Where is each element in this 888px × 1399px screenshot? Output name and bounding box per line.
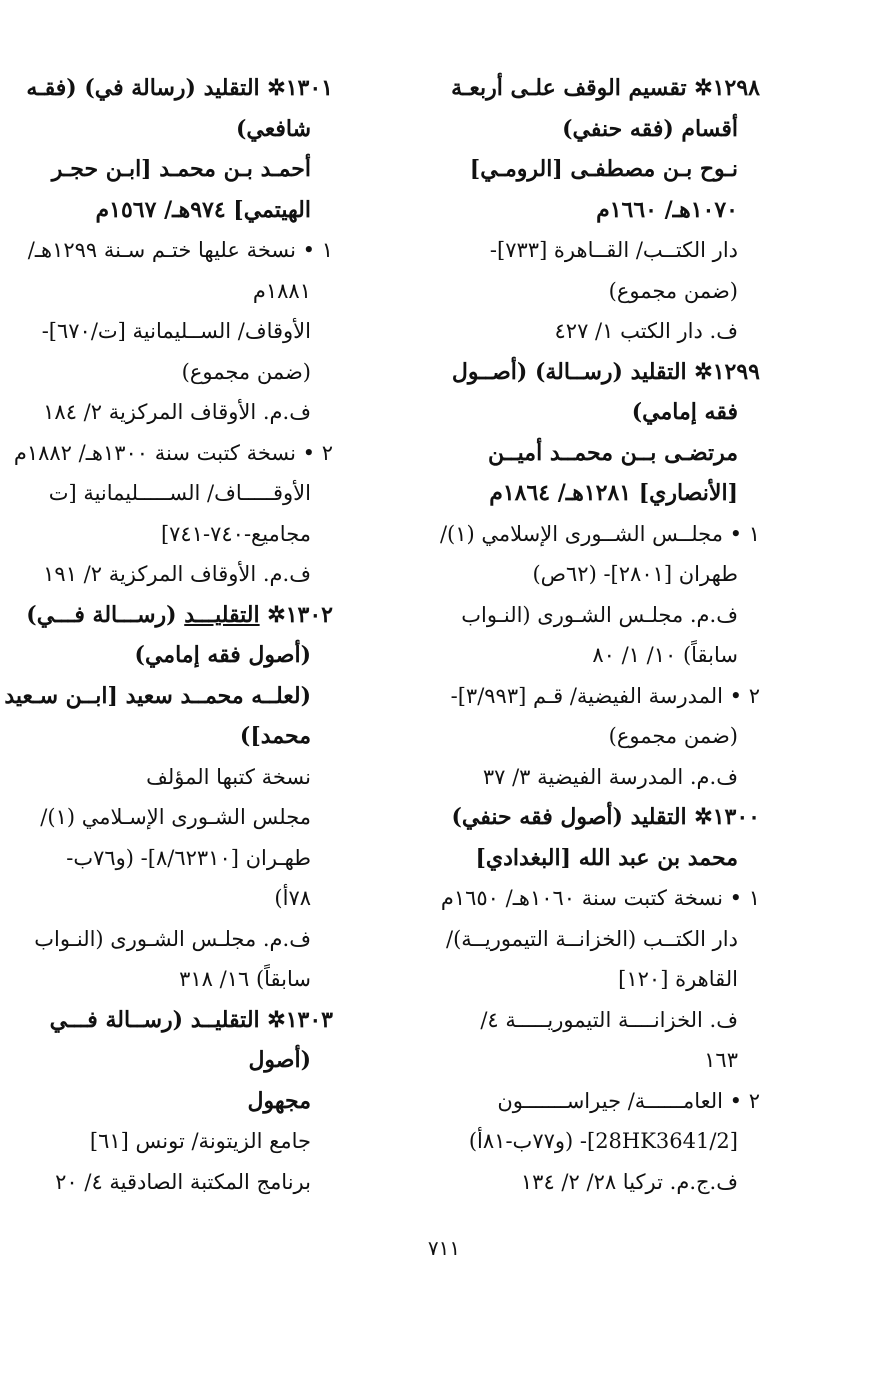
entry-heading xyxy=(18,595,333,636)
entry-heading-cont: (أصول xyxy=(248,1047,311,1073)
entry-author-date: [الأنصاري] ١٢٨١هـ/ ١٨٦٤م xyxy=(489,480,738,506)
entry-1303 xyxy=(18,1000,333,1203)
entry-location: دار الكتــب/ القــاهرة [٧٣٣]- xyxy=(489,238,738,262)
entry-heading-cont: فقه إمامي) xyxy=(631,399,738,425)
entry-1302 xyxy=(4,595,333,1000)
entry-author: مرتضـى بــن محمــد أميــن xyxy=(488,439,738,466)
entry-location-cont-2: ٧٨أ) xyxy=(274,886,311,910)
copy-1-location: الأوقاف/ الســليمانية [ت/٦٧٠]- xyxy=(41,319,311,343)
entry-author-date: الهيتمي] ٩٧٤هـ/ ١٥٦٧م xyxy=(95,196,311,223)
entry-heading: ١٢٩٨✲ تقسيم الوقف علـى أربعـة xyxy=(451,75,760,101)
entry-1301 xyxy=(13,68,333,595)
entry-heading: ١٣٠٣✲ التقليــد (رســالة فـــي xyxy=(49,1006,333,1033)
entry-heading: ١٣٠٠✲ التقليد (أصول فقه حنفي) xyxy=(451,804,760,830)
entry-author-date: ١٠٧٠هـ/ ١٦٦٠م xyxy=(596,196,738,223)
copy-1-reference: ف. الخزانــــة التيموريـــــة ٤/ xyxy=(480,1007,738,1032)
copy-2-note: ٢ • نسخة كتبت سنة ١٣٠٠هـ/ ١٨٨٢م xyxy=(13,440,333,465)
entry-heading: ١٢٩٩✲ التقليد (رســالة) (أصــول xyxy=(451,358,760,385)
copy-1-note: ١ • نسخة عليها ختـم سـنة ١٢٩٩هـ/ xyxy=(27,238,333,262)
copy-1-reference: ف.م. مجلـس الشـورى (النـواب xyxy=(461,602,738,627)
entry-heading-cont: (أصول فقه إمامي) xyxy=(134,642,311,668)
copy-2-reference: ف.ج.م. تركيا ٢٨/ ٢/ ١٣٤ xyxy=(520,1169,738,1194)
entry-title-rest: (رســـالة فـــي) xyxy=(26,601,177,628)
entry-author: نـوح بـن مصطفـى [الرومـي] xyxy=(469,156,738,182)
entry-author: (لعلــه محمــد سعيد [ابــن سـعيد xyxy=(4,682,311,709)
copy-1-location-cont: طهران [٢٨٠١]- (٦٢ص) xyxy=(532,562,738,586)
page-number: ٧١١ xyxy=(427,1236,461,1260)
copy-1-reference-cont: ١٦٣ xyxy=(704,1048,738,1072)
entry-location: جامع الزيتونة/ تونس [٦١] xyxy=(89,1129,311,1153)
entry-location: مجلس الشـورى الإسـلامي (١)/ xyxy=(40,805,311,829)
copy-1-note-cont: ١٨٨١م xyxy=(252,278,311,303)
entry-author: مجهول xyxy=(247,1087,311,1114)
entry-1298 xyxy=(422,68,760,352)
copy-2-shelfmark: [28HK3641/2]- (و٧٧ب-٨١أ) xyxy=(468,1129,738,1153)
entry-heading-cont: شافعي) xyxy=(235,115,311,142)
entry-title: التقليـــد xyxy=(184,601,260,628)
copy-2-location: ٢ • العامــــــة/ جيراســـــــون xyxy=(497,1088,760,1113)
copy-1-location: ١ • مجلــس الشــورى الإسلامي (١)/ xyxy=(439,521,760,546)
entry-reference-cont: سابقاً) ١٦/ ٣١٨ xyxy=(179,967,311,991)
copy-1-reference-cont: سابقاً) ١٠/ ١/ ٨٠ xyxy=(592,643,738,667)
copy-1-location-note: (ضمن مجموع) xyxy=(181,359,311,384)
copy-1-note: ١ • نسخة كتبت سنة ١٠٦٠هـ/ ١٦٥٠م xyxy=(440,886,760,910)
left-column xyxy=(4,68,333,1202)
entry-reference: ف.م. مجلـس الشـورى (النـواب xyxy=(34,926,311,951)
entry-location-note: (ضمن مجموع) xyxy=(608,278,738,303)
entry-author: أحمـد بـن محمـد [ابـن حجـر xyxy=(51,156,311,182)
entry-reference: ف. دار الكتب ١/ ٤٢٧ xyxy=(554,319,738,343)
entry-number: ١٣٠٢✲ xyxy=(267,601,333,628)
entry-heading: ١٣٠١✲ التقليد (رسالة في) (فقـه xyxy=(26,75,333,101)
copy-2-location-cont: مجاميع-٧٤٠-٧٤١] xyxy=(160,521,311,546)
copy-2-reference: ف.م. المدرسة الفيضية ٣/ ٣٧ xyxy=(482,764,738,789)
entry-note: نسخة كتبها المؤلف xyxy=(146,764,311,789)
entry-location-cont: طهـران [٨/٦٢٣١٠]- (و٧٦ب- xyxy=(66,845,311,870)
right-column xyxy=(422,68,760,1202)
entry-heading-cont: أقسام (فقه حنفي) xyxy=(562,115,738,142)
copy-2-location-note: (ضمن مجموع) xyxy=(608,724,738,748)
copy-1-location-cont: القاهرة [١٢٠] xyxy=(618,967,738,991)
copy-2-location: الأوقـــــاف/ الســـــليمانية [ت xyxy=(48,481,311,505)
copy-2-reference: ف.م. الأوقاف المركزية ٢/ ١٩١ xyxy=(43,562,311,586)
entry-reference: برنامج المكتبة الصادقية ٤/ ٢٠ xyxy=(55,1169,311,1194)
copy-1-reference: ف.م. الأوقاف المركزية ٢/ ١٨٤ xyxy=(43,400,311,424)
entry-1300 xyxy=(422,797,760,1202)
copy-2-location: ٢ • المدرسة الفيضية/ قـم [٣/٩٩٣]- xyxy=(450,683,760,708)
entry-author-cont: محمد]) xyxy=(239,723,311,749)
copy-1-location: دار الكتــب (الخزانــة التيموريــة)/ xyxy=(446,926,738,951)
entry-author: محمد بن عبد الله [البغدادي] xyxy=(475,844,738,871)
entry-1299 xyxy=(422,352,760,798)
